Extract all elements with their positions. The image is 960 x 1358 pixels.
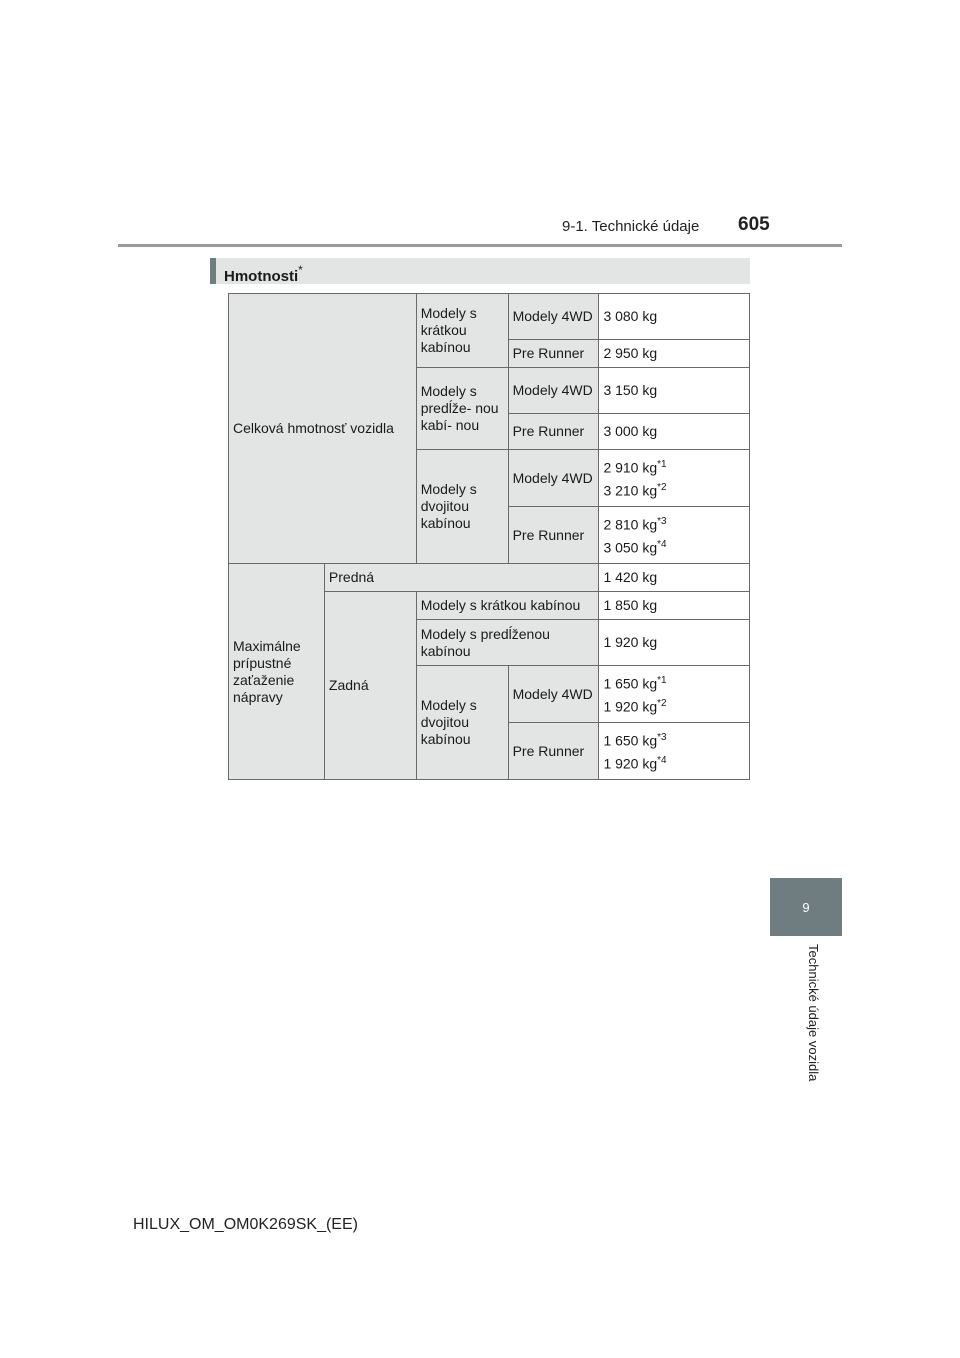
pre-runner-label: Pre Runner [508, 340, 599, 368]
pre-runner-label: Pre Runner [508, 414, 599, 450]
gvw-label: Celková hmotnosť vozidla [229, 294, 417, 564]
weights-table [228, 293, 750, 780]
pre-runner-label: Pre Runner [508, 723, 599, 780]
weight-line [603, 513, 745, 534]
weight-value: 1 920 kg [603, 634, 658, 650]
value-cell [599, 368, 750, 414]
value-cell [599, 507, 750, 564]
weight-value: 1 850 kg [603, 597, 658, 613]
chapter-tab [770, 878, 842, 936]
extended-cab-label: Modely s predĺže- nou kabí- nou [416, 368, 508, 450]
footnote-marker: *3 [657, 732, 667, 744]
chapter-number: 9 [802, 899, 810, 915]
model-4wd-label: Modely 4WD [508, 666, 599, 723]
header-rule [118, 244, 842, 247]
weight-value: 1 420 kg [603, 569, 658, 585]
weight-value: 3 080 kg [603, 308, 658, 324]
value-cell [599, 723, 750, 780]
chapter-label: Technické údaje vozidla [806, 944, 821, 1082]
page-number: 605 [738, 214, 770, 235]
footnote-marker: *1 [657, 459, 667, 471]
short-cab-label: Modely s krátkou kabínou [416, 294, 508, 368]
model-4wd-label: Modely 4WD [508, 368, 599, 414]
front-axle-label: Predná [324, 564, 599, 592]
value-cell [599, 564, 750, 592]
weight-value: 3 000 kg [603, 423, 658, 439]
value-cell [599, 592, 750, 620]
weight-value: 2 950 kg [603, 345, 658, 361]
weight-line [603, 695, 745, 716]
value-cell [599, 340, 750, 368]
weight-line [603, 672, 745, 693]
weight-value: 2 810 kg [603, 517, 658, 533]
rear-extended-cab-label: Modely s predĺženou kabínou [416, 620, 599, 666]
weight-line [603, 456, 745, 477]
weight-value: 1 650 kg [603, 676, 658, 692]
weight-line [603, 479, 745, 500]
footnote-marker: *4 [657, 539, 667, 550]
rear-short-cab-label: Modely s krátkou kabínou [416, 592, 599, 620]
document-code: HILUX_OM_OM0K269SK_(EE) [133, 1216, 358, 1233]
footnote-marker: *3 [657, 516, 667, 528]
footnote-marker: *2 [657, 698, 667, 709]
weight-value: 3 210 kg [603, 482, 658, 499]
weight-value: 1 650 kg [603, 733, 658, 749]
rear-axle-label: Zadná [324, 592, 416, 780]
weight-line [603, 729, 745, 750]
weight-value: 1 920 kg [603, 755, 658, 772]
footnote-marker: *4 [657, 755, 667, 766]
value-cell [599, 666, 750, 723]
weight-value: 2 910 kg [603, 460, 658, 476]
weight-value: 1 920 kg [603, 698, 658, 715]
footnote-marker: *1 [657, 675, 667, 687]
footnote-marker: *2 [657, 482, 667, 493]
section-title: 9-1. Technické údaje [562, 218, 700, 235]
section-heading-marker: * [298, 263, 303, 277]
weight-value: 3 150 kg [603, 382, 658, 398]
value-cell [599, 414, 750, 450]
weight-line [603, 536, 745, 557]
pre-runner-label: Pre Runner [508, 507, 599, 564]
axle-load-label: Maximálne prípustné zaťaženie nápravy [229, 564, 325, 780]
section-heading [210, 258, 750, 284]
model-4wd-label: Modely 4WD [508, 450, 599, 507]
model-4wd-label: Modely 4WD [508, 294, 599, 340]
value-cell [599, 620, 750, 666]
weight-value: 3 050 kg [603, 539, 658, 556]
weight-line [603, 752, 745, 773]
value-cell [599, 450, 750, 507]
double-cab-label: Modely s dvojitou kabínou [416, 450, 508, 564]
section-heading-text: Hmotnosti [224, 268, 299, 285]
rear-double-cab-label: Modely s dvojitou kabínou [416, 666, 508, 780]
value-cell [599, 294, 750, 340]
